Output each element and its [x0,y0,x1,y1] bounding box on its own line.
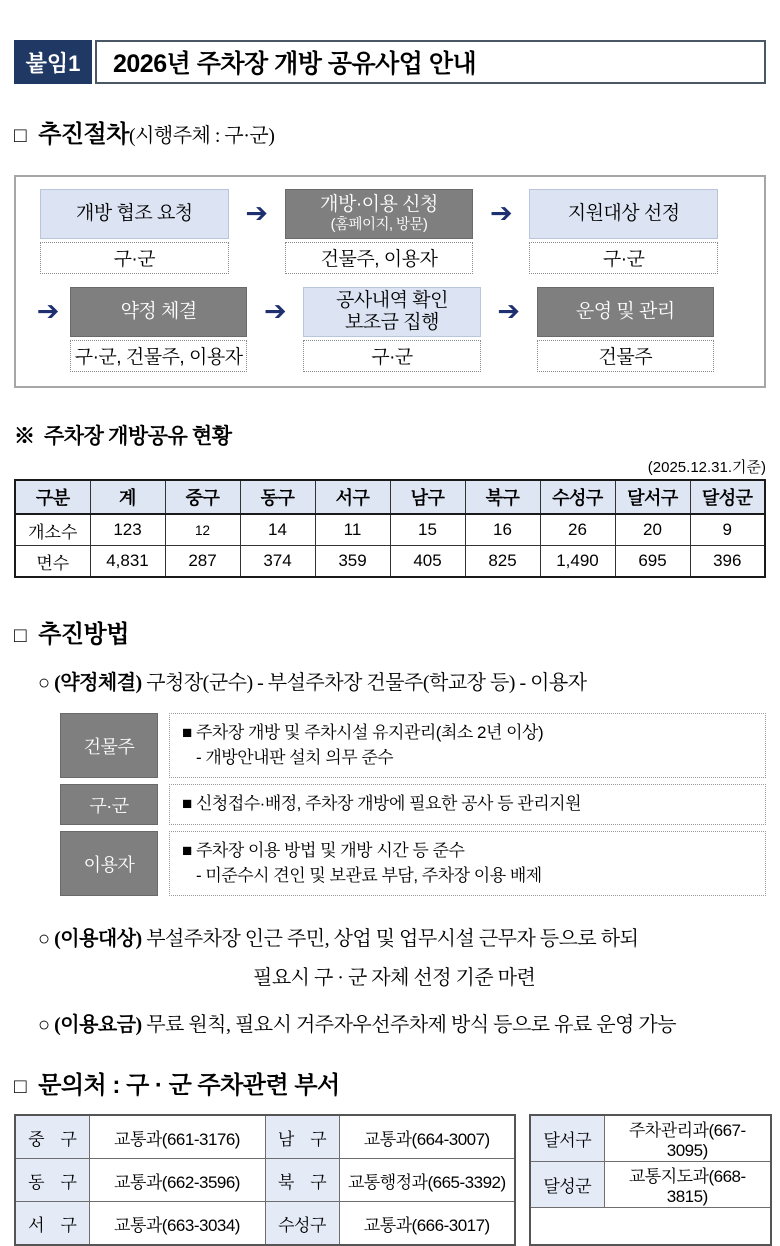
flow-step [70,287,247,372]
contact-district: 서 구 [15,1202,89,1246]
contact-dept-phone: 교통과(666-3017) [339,1202,515,1246]
role-description [169,831,766,896]
target-line [14,922,766,990]
flow-step-actor: 구·군 [303,340,480,372]
flow-step [529,189,718,274]
status-table-header [15,480,765,514]
flow-step-title: 지원대상 선정 [567,202,680,224]
square-marker-icon: □ [14,624,27,647]
row-label: 면수 [15,546,90,578]
roles-table [60,713,766,896]
cell-value: 359 [315,546,390,578]
square-marker-icon: □ [14,1075,27,1099]
flow-step-title: 개방·이용 신청 [320,194,438,216]
role-description [169,784,766,825]
status-as-of-date: (2025.12.31.기준) [647,459,766,476]
status-table-body [15,514,765,577]
status-column-header: 서구 [315,480,390,514]
flow-arrow-icon: ➔ [490,197,513,228]
status-column-header: 중구 [165,480,240,514]
contact-heading-label: 문의처 : 구 · 군 주차관련 부서 [38,1072,340,1100]
status-column-header: 계 [90,480,165,514]
flow-step-actor: 구·군 [529,242,718,274]
page-title: 2026년 주차장 개방 공유사업 안내 [95,40,766,84]
role-description-line: - 개방안내판 설치 의무 준수 [196,747,394,767]
flow-step-actor: 구·군 [40,242,229,274]
contact-tables [14,1114,766,1246]
cell-value: 14 [240,514,315,546]
agreement-term: (약정체결) [54,672,142,694]
contact-district: 달서구 [530,1115,604,1162]
table-row [15,546,765,578]
cell-value: 825 [465,546,540,578]
cell-value: 16 [465,514,540,546]
method-heading [14,614,766,649]
flow-step-box [40,189,229,239]
contact-district: 북 구 [265,1159,339,1202]
contact-district: 중 구 [15,1115,89,1159]
agreement-line [14,666,766,695]
status-column-header: 달성군 [690,480,765,514]
role-row [60,784,766,825]
cell-value: 4,831 [90,546,165,578]
contact-row [530,1115,771,1162]
flow-step-actor: 건물주, 이용자 [285,242,474,274]
flow-step [537,287,714,372]
role-description [169,713,766,778]
flow-step-box [285,189,474,239]
role-row [60,831,766,896]
fee-text: 무료 원칙, 필요시 거주자우선주차제 방식 등으로 유료 운영 가능 [146,1014,677,1037]
cell-value: 396 [690,546,765,578]
procedure-heading-note: (시행주체 : 구·군) [128,125,275,147]
contact-district: 달성군 [530,1162,604,1208]
flowchart-row [26,189,754,274]
contact-district: 남 구 [265,1115,339,1159]
circle-bullet-icon: ○ [38,928,50,951]
role-description-line: ■ 주차장 개방 및 주차시설 유지관리(최소 2년 이상) [182,723,544,742]
status-table [14,479,766,578]
contact-dept-phone: 교통과(663-3034) [89,1202,265,1246]
cell-value: 26 [540,514,615,546]
flow-arrow-icon: ➔ [497,295,520,326]
flow-step-box [529,189,718,239]
circle-bullet-icon: ○ [38,1014,50,1037]
role-description-line: ■ 주차장 이용 방법 및 개방 시간 등 준수 [182,840,465,860]
flow-arrow-icon: ➔ [245,197,268,228]
title-bar [14,40,766,84]
flow-step-box [303,287,480,337]
contact-row [15,1115,515,1159]
cell-value: 123 [90,514,165,546]
status-table-header-row [15,480,765,514]
contact-dept-phone: 교통과(661-3176) [89,1115,265,1159]
circle-bullet-icon: ○ [38,672,50,694]
cell-value: 9 [690,514,765,546]
cell-value: 287 [165,546,240,578]
cell-value: 20 [615,514,690,546]
flow-step-subtitle: 보조금 집행 [344,312,440,333]
flow-step-title: 개방 협조 요청 [75,202,193,224]
contact-heading [14,1065,766,1100]
method-heading-label: 추진방법 [38,621,129,648]
contact-table-left [14,1114,516,1246]
agreement-text: 구청장(군수) - 부설주차장 건물주(학교장 등) - 이용자 [146,672,587,694]
contact-dept-phone: 교통과(662-3596) [89,1159,265,1202]
fee-term: (이용요금) [54,1014,142,1037]
role-name: 구·군 [60,784,158,825]
flow-step-actor: 구·군, 건물주, 이용자 [70,340,247,372]
flowchart-row [26,287,754,372]
contact-empty-cell [530,1208,771,1246]
contact-district: 동 구 [15,1159,89,1202]
role-description-line: ■ 신청접수·배정, 주차장 개방에 필요한 공사 등 관리지원 [182,794,581,814]
cell-value: 11 [315,514,390,546]
flow-step-title: 공사내역 확인 [336,289,448,311]
table-row [15,514,765,546]
cell-value: 695 [615,546,690,578]
square-marker-icon: □ [14,124,27,147]
contact-table-right [529,1114,772,1246]
flow-arrow-icon: ➔ [264,295,287,326]
flow-step [303,287,480,372]
flow-step-title: 운영 및 관리 [575,300,675,322]
flow-step-box [70,287,247,337]
row-label: 개소수 [15,514,90,546]
status-heading [14,420,766,450]
contact-dept-phone: 교통지도과(668-3815) [604,1162,771,1208]
status-column-header: 북구 [465,480,540,514]
target-text-line1: 부설주차장 인근 주민, 상업 및 업무시설 근무자 등으로 하되 [146,928,639,951]
flow-step-title: 약정 체결 [120,300,197,322]
cell-value: 374 [240,546,315,578]
cell-value: 12 [165,514,240,546]
ref-marker-icon: ※ [14,424,35,448]
cell-value: 405 [390,546,465,578]
flow-step-box [537,287,714,337]
contact-dept-phone: 주차관리과(667-3095) [604,1115,771,1162]
role-description-line: - 미준수시 견인 및 보관료 부담, 주차장 이용 배제 [196,865,542,885]
contact-row [530,1162,771,1208]
procedure-heading [14,114,766,149]
flow-step-actor: 건물주 [537,340,714,372]
role-row [60,713,766,778]
contact-dept-phone: 교통행정과(665-3392) [339,1159,515,1202]
status-heading-label: 주차장 개방공유 현황 [44,424,232,448]
cell-value: 15 [390,514,465,546]
attachment-badge: 붙임1 [14,40,92,84]
role-name: 이용자 [60,831,158,896]
contact-row [15,1202,515,1246]
status-column-header: 구분 [15,480,90,514]
status-column-header: 남구 [390,480,465,514]
procedure-flowchart [14,175,766,388]
cell-value: 1,490 [540,546,615,578]
contact-row [530,1208,771,1246]
procedure-heading-label: 추진절차 [38,121,129,148]
target-term: (이용대상) [54,928,142,951]
status-column-header: 동구 [240,480,315,514]
flow-step-subtitle: (홈페이지, 방문) [330,216,428,233]
role-name: 건물주 [60,713,158,778]
status-column-header: 달서구 [615,480,690,514]
flow-arrow-icon: ➔ [36,295,60,326]
contact-district: 수성구 [265,1202,339,1246]
contact-dept-phone: 교통과(664-3007) [339,1115,515,1159]
flow-step [285,189,474,274]
status-column-header: 수성구 [540,480,615,514]
contact-row [15,1159,515,1202]
target-text-line2: 필요시 구 · 군 자체 선정 기준 마련 [253,967,536,990]
fee-line [14,1008,766,1037]
flow-step [40,189,229,274]
